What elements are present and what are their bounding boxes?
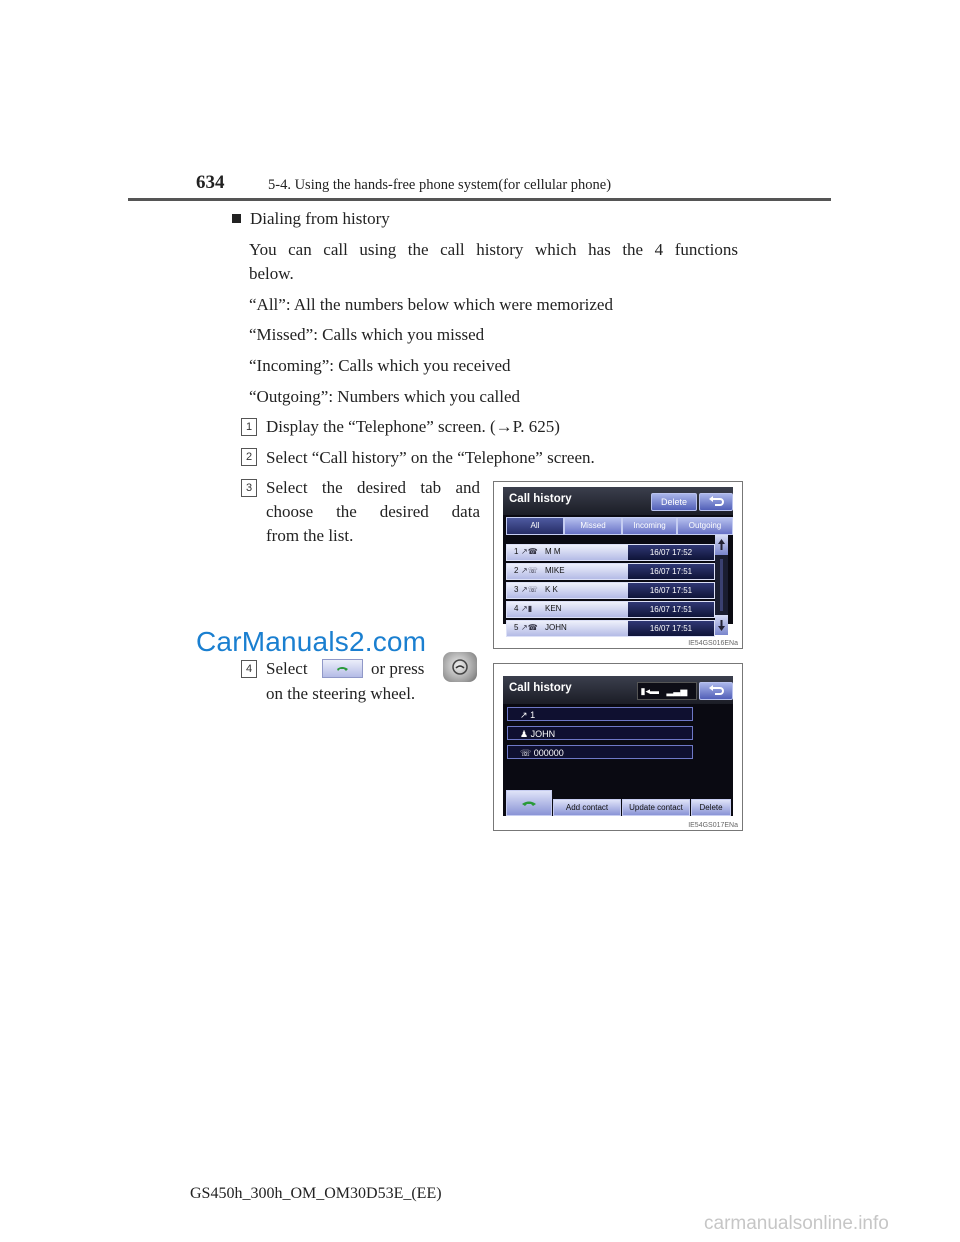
- watermark-bottom: carmanualsonline.info: [704, 1213, 889, 1234]
- section-heading: [232, 207, 390, 231]
- tab-all[interactable]: All: [506, 517, 564, 535]
- add-contact-button[interactable]: Add contact: [553, 799, 621, 816]
- outgoing-call-icon: ↗☎: [521, 547, 538, 556]
- update-contact-button[interactable]: Update contact: [622, 799, 690, 816]
- section-header: 5-4. Using the hands-free phone system(for cellular phone): [268, 177, 612, 193]
- row-date: 16/07 17:52: [628, 545, 714, 560]
- call-row[interactable]: [506, 620, 715, 637]
- intro-line-2: below.: [249, 264, 294, 283]
- scrollbar[interactable]: [715, 535, 728, 635]
- missed-call-icon: ↗☏: [521, 566, 538, 575]
- row-index: 2: [514, 566, 519, 575]
- row-index: 5: [514, 623, 519, 632]
- step-number-3: 3: [241, 479, 257, 497]
- detail-field-phone: [507, 745, 693, 759]
- detail-field-number-text: 1: [530, 710, 536, 720]
- call-history-detail-screenshot: [493, 663, 743, 831]
- steering-wheel-phone-switch-icon: [443, 652, 477, 682]
- outgoing-call-icon: ↗: [520, 710, 528, 720]
- row-date: 16/07 17:51: [628, 621, 714, 636]
- detail-field-name-text: JOHN: [530, 729, 556, 739]
- mobile-phone-icon: ↗▮: [521, 604, 533, 613]
- square-bullet-icon: [232, 214, 241, 223]
- function-all: “All”: All the numbers below which were memorized: [249, 295, 613, 314]
- call-history-detail-screen: [503, 676, 733, 816]
- row-date: 16/07 17:51: [628, 602, 714, 617]
- intro-line-1: [249, 238, 738, 262]
- row-name: MIKE: [545, 566, 565, 575]
- call-history-list-screenshot: [493, 481, 743, 649]
- step-1-text: Display the “Telephone” screen. (→P. 625): [266, 417, 560, 436]
- person-icon: ♟: [520, 729, 529, 739]
- call-button[interactable]: [506, 790, 552, 816]
- row-name: K K: [545, 585, 558, 594]
- call-row[interactable]: [506, 582, 715, 599]
- row-index: 1: [514, 547, 519, 556]
- row-index: 4: [514, 604, 519, 613]
- screen-title: Call history: [509, 682, 572, 694]
- row-date: 16/07 17:51: [628, 583, 714, 598]
- figure-caption: IE54GS017ENa: [688, 822, 738, 829]
- step-3-line-3: from the list.: [266, 526, 354, 545]
- header-rule: [128, 198, 831, 201]
- step-number-1: 1: [241, 418, 257, 436]
- back-arrow-icon[interactable]: [699, 493, 733, 511]
- signal-strength-icon: ▮◂▬ ▂▃▅: [637, 682, 697, 700]
- row-name: KEN: [545, 604, 562, 613]
- call-history-screen: [503, 487, 733, 633]
- step-3-line-2: choose the desired data: [266, 502, 480, 521]
- scroll-track: [720, 559, 723, 611]
- detail-field-name: [507, 726, 693, 740]
- row-name: JOHN: [545, 623, 567, 632]
- step-3-text: [266, 476, 480, 548]
- step-3-line-1: Select the desired tab and: [266, 478, 480, 497]
- tab-incoming[interactable]: Incoming: [622, 517, 677, 535]
- detail-field-phone-text: 000000: [533, 748, 564, 758]
- step-2-text: Select “Call history” on the “Telephone” screen.: [266, 448, 595, 467]
- function-missed: “Missed”: Calls which you missed: [249, 325, 485, 344]
- step-4-select: Select: [266, 659, 308, 678]
- delete-button[interactable]: Delete: [651, 493, 697, 511]
- row-index: 3: [514, 585, 519, 594]
- tab-missed[interactable]: Missed: [564, 517, 622, 535]
- section-heading-text: Dialing from history: [250, 209, 390, 228]
- call-row[interactable]: [506, 544, 715, 561]
- detail-field-number: [507, 707, 693, 721]
- step-number-2: 2: [241, 448, 257, 466]
- back-arrow-icon[interactable]: [699, 682, 733, 700]
- scroll-up-icon[interactable]: [715, 535, 728, 555]
- footer-text: GS450h_300h_OM_OM30D53E_(EE): [190, 1185, 442, 1202]
- function-outgoing: “Outgoing”: Numbers which you called: [249, 387, 520, 406]
- function-incoming: “Incoming”: Calls which you received: [249, 356, 511, 375]
- step-number-4: 4: [241, 660, 257, 678]
- tab-outgoing[interactable]: Outgoing: [677, 517, 733, 535]
- row-name: M M: [545, 547, 561, 556]
- call-row[interactable]: [506, 563, 715, 580]
- intro-line-1-text: You can call using the call history which has the 4 functions: [249, 240, 738, 259]
- row-date: 16/07 17:51: [628, 564, 714, 579]
- step-4-line-2: on the steering wheel.: [266, 684, 416, 703]
- delete-button[interactable]: Delete: [691, 799, 731, 816]
- watermark: CarManuals2.com: [196, 626, 427, 657]
- call-row[interactable]: [506, 601, 715, 618]
- missed-call-icon: ↗☏: [521, 585, 538, 594]
- scroll-down-icon[interactable]: [715, 615, 728, 635]
- page-number: 634: [196, 172, 225, 193]
- call-button-icon: [322, 659, 363, 678]
- step-4-or-press: or press: [371, 659, 425, 678]
- screen-title: Call history: [509, 493, 572, 505]
- phone-icon: ☏: [520, 748, 532, 758]
- figure-caption: IE54GS016ENa: [688, 640, 738, 647]
- outgoing-call-icon: ↗☎: [521, 623, 538, 632]
